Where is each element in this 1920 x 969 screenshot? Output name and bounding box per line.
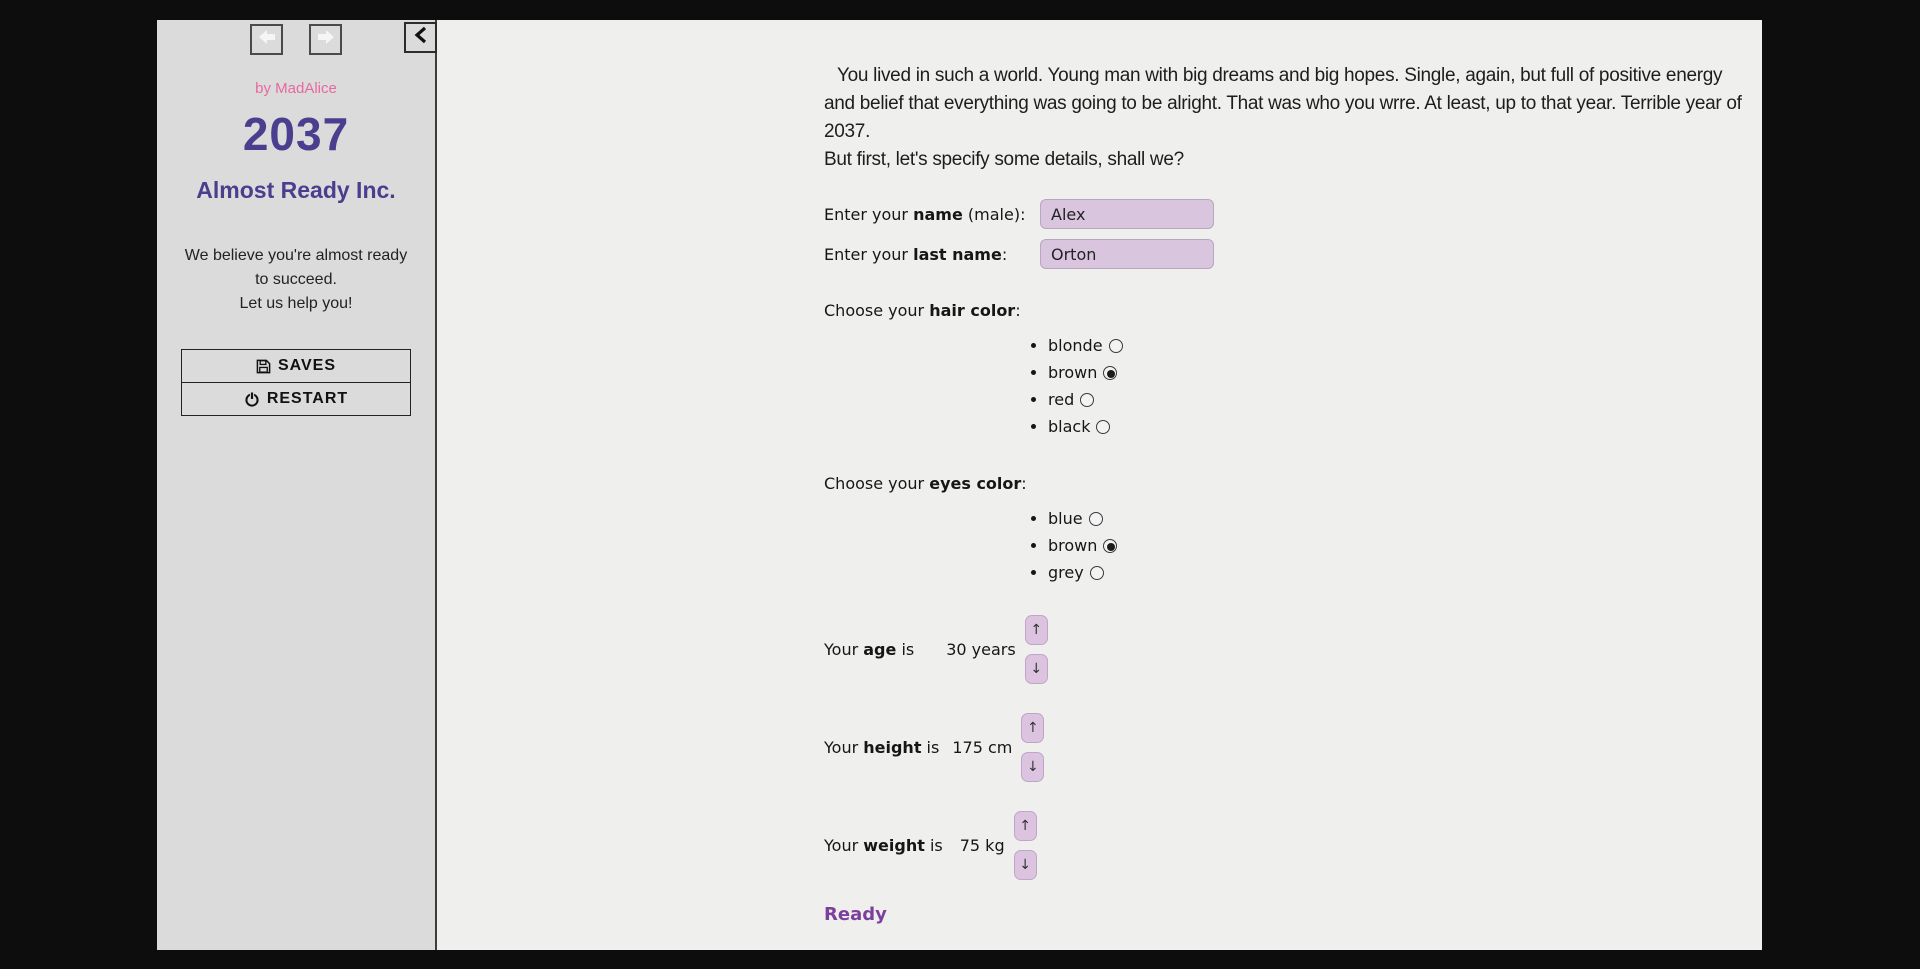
passage-area (437, 20, 1762, 950)
weight-decrease-button[interactable] (1014, 850, 1037, 880)
radio-option-label: blonde (1048, 336, 1103, 355)
up-arrow-icon: ↑ (1030, 621, 1043, 638)
down-arrow-icon: ↓ (1019, 856, 1031, 873)
tagline-line: to succeed. (255, 271, 337, 288)
history-nav (157, 20, 435, 55)
history-back-button[interactable] (250, 24, 283, 55)
radio-button[interactable] (1103, 539, 1117, 553)
height-decrease-button[interactable] (1021, 752, 1044, 782)
radio-option-label: blue (1048, 509, 1083, 528)
age-increase-button[interactable] (1025, 615, 1048, 645)
weight-increase-button[interactable] (1014, 811, 1037, 841)
eyes-option-brown (1048, 532, 1754, 559)
last-name-input[interactable] (1040, 239, 1214, 269)
sidebar-buttons (181, 349, 411, 416)
eyes-color-options (824, 505, 1754, 586)
sidebar (157, 20, 437, 950)
game-subtitle: Almost Ready Inc. (196, 177, 396, 203)
saves-button[interactable] (181, 349, 411, 383)
radio-button[interactable] (1089, 512, 1103, 526)
game-window (157, 20, 1762, 950)
eyes-option-grey (1048, 559, 1754, 586)
weight-label: Your weight is (824, 835, 943, 855)
radio-button[interactable] (1096, 420, 1110, 434)
up-arrow-icon: ↑ (1026, 719, 1039, 736)
radio-option-label: brown (1048, 536, 1098, 555)
radio-option-label: grey (1048, 563, 1084, 582)
story-intro: You lived in such a world. Young man with big dreams and big hopes. Single, again, but full of positive energy and belief that everything was going to be alright. That was who you wrre. At least, up to that year. Terrible year of 2037. (824, 65, 1742, 142)
tagline-line: Let us help you! (239, 295, 353, 312)
hair-color-label: Choose your hair color: (824, 301, 1021, 320)
saves-button-label: SAVES (277, 357, 337, 374)
up-arrow-icon: ↑ (1019, 817, 1031, 834)
name-label: Enter your name (male): (824, 204, 1026, 224)
last-name-row (824, 234, 1754, 274)
height-row (824, 714, 1754, 780)
height-increase-button[interactable] (1021, 713, 1044, 743)
radio-button[interactable] (1090, 566, 1104, 580)
hair-option-black (1048, 413, 1754, 440)
author-byline: by MadAlice (255, 80, 337, 97)
radio-button[interactable] (1103, 366, 1117, 380)
eyes-color-label: Choose your eyes color: (824, 474, 1027, 493)
hair-option-brown (1048, 359, 1754, 386)
last-name-label: Enter your last name: (824, 244, 1008, 264)
name-input[interactable] (1040, 199, 1214, 229)
sidebar-collapse-button[interactable] (404, 22, 437, 53)
tagline (157, 244, 435, 316)
power-icon (244, 391, 260, 407)
age-label: Your age is (824, 639, 915, 659)
hair-color-options (824, 332, 1754, 440)
radio-button[interactable] (1080, 393, 1094, 407)
restart-button-label: RESTART (266, 390, 349, 407)
age-decrease-button[interactable] (1025, 654, 1048, 684)
restart-button[interactable] (181, 382, 411, 416)
hair-option-blonde (1048, 332, 1754, 359)
age-value: 30 years (946, 639, 1016, 659)
age-row (824, 616, 1754, 682)
arrow-left-icon (258, 29, 276, 50)
chevron-left-icon (414, 26, 428, 49)
weight-value: 75 kg (959, 835, 1005, 855)
floppy-disk-icon (256, 359, 271, 374)
radio-button[interactable] (1109, 339, 1123, 353)
down-arrow-icon: ↓ (1026, 758, 1039, 775)
arrow-right-icon (317, 29, 335, 50)
hair-option-red (1048, 386, 1754, 413)
game-title: 2037 (242, 108, 350, 160)
radio-option-label: black (1048, 417, 1091, 436)
height-value: 175 cm (952, 737, 1013, 757)
story-question: But first, let's specify some details, shall we? (824, 149, 1184, 170)
radio-option-label: red (1048, 390, 1075, 409)
height-label: Your height is (824, 737, 940, 757)
tagline-line: We believe you're almost ready (184, 247, 408, 264)
weight-row (824, 812, 1754, 878)
story-text (824, 62, 1754, 174)
history-forward-button[interactable] (309, 24, 342, 55)
name-row (824, 194, 1754, 234)
ready-link[interactable]: Ready (824, 904, 887, 925)
down-arrow-icon: ↓ (1030, 660, 1043, 677)
eyes-option-blue (1048, 505, 1754, 532)
radio-option-label: brown (1048, 363, 1098, 382)
